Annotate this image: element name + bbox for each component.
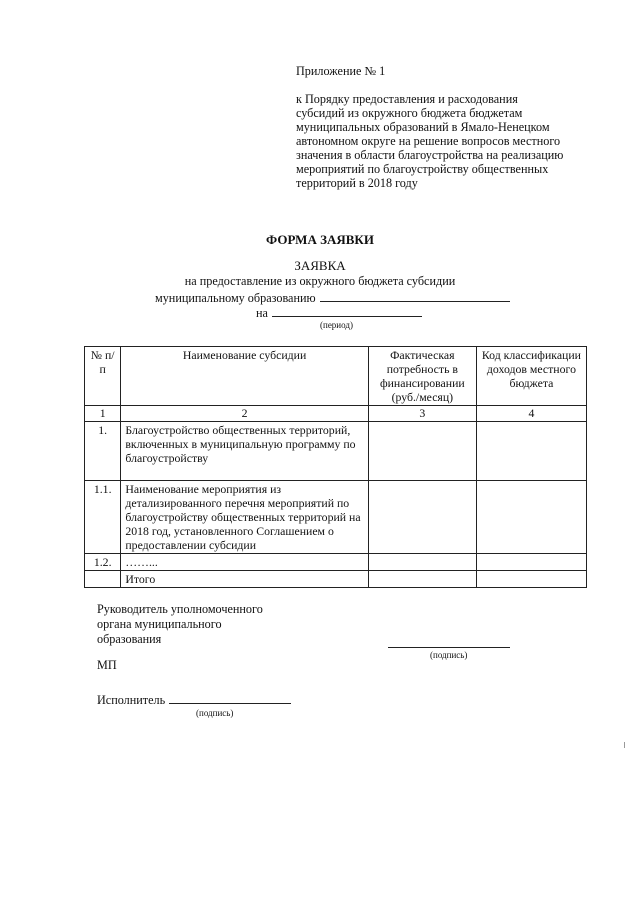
period-blank[interactable] — [272, 305, 422, 317]
appendix-line: территорий в 2018 году — [296, 176, 418, 190]
document-heading: ЗАЯВКА — [294, 258, 346, 273]
appendix-note — [296, 64, 596, 190]
row-number: 1.1. — [85, 481, 121, 554]
row-name: Благоустройство общественных территорий, включенных в муниципальную программу по благоустройству — [121, 422, 368, 481]
signatory-signature-blank[interactable] — [388, 637, 510, 648]
appendix-line: субсидий из окружного бюджета бюджетам — [296, 106, 523, 120]
signatory-line: органа муниципального — [97, 617, 222, 631]
form-title: ФОРМА ЗАЯВКИ — [266, 232, 374, 247]
total-financing-cell[interactable] — [368, 571, 476, 588]
header-subsidy-name: Наименование субсидии — [121, 347, 368, 406]
period-line — [256, 305, 422, 321]
executor-label: Исполнитель — [97, 693, 166, 707]
row-code-cell[interactable] — [476, 481, 586, 554]
row-financing-cell[interactable] — [368, 481, 476, 554]
row-code-cell[interactable] — [476, 554, 586, 571]
signatory-line: Руководитель уполномоченного — [97, 602, 263, 616]
executor-signature-caption: (подпись) — [196, 708, 234, 718]
table-row — [85, 422, 587, 481]
stamp-place-label: МП — [97, 658, 117, 672]
document-subtitle: на предоставление из окружного бюджета субсидии — [184, 274, 456, 288]
subsidy-table — [84, 346, 587, 588]
municipality-line — [155, 290, 510, 306]
executor-signature-blank[interactable] — [169, 692, 291, 704]
total-code-cell[interactable] — [476, 571, 586, 588]
row-name: Итого — [121, 571, 368, 588]
appendix-line: к Порядку предоставления и расходования — [296, 92, 518, 106]
table-header-row — [85, 347, 587, 406]
row-number — [85, 571, 121, 588]
row-number: 1. — [85, 422, 121, 481]
row-number: 1.2. — [85, 554, 121, 571]
table-column-numbers — [85, 406, 587, 422]
header-financing-need: Фактическая потребность в финансировании (руб./месяц) — [368, 347, 476, 406]
appendix-line: автономном округе на решение вопросов местного — [296, 134, 561, 148]
column-number: 4 — [476, 406, 586, 422]
appendix-line: значения в области благоустройства на реализацию — [296, 148, 564, 162]
signatory-signature-caption: (подпись) — [430, 650, 468, 660]
municipality-label: муниципальному образованию — [155, 291, 316, 305]
executor-line — [97, 692, 291, 708]
table-row-total — [85, 571, 587, 588]
column-number: 2 — [121, 406, 368, 422]
row-financing-cell[interactable] — [368, 422, 476, 481]
appendix-title: Приложение № 1 — [296, 64, 386, 78]
period-prefix: на — [256, 306, 268, 320]
signatory-line: образования — [97, 632, 162, 646]
row-financing-cell[interactable] — [368, 554, 476, 571]
table-row — [85, 554, 587, 571]
appendix-line: муниципальных образований в Ямало-Ненецком — [296, 120, 550, 134]
column-number: 3 — [368, 406, 476, 422]
municipality-blank[interactable] — [320, 290, 510, 302]
row-code-cell[interactable] — [476, 422, 586, 481]
scan-mark — [624, 742, 625, 748]
row-name: ……... — [121, 554, 368, 571]
table-row — [85, 481, 587, 554]
signatory-title — [97, 602, 297, 647]
row-name: Наименование мероприятия из детализированного перечня мероприятий по благоустройству общественных территорий на 2018 год, установленного Соглашением о предоставлении субсидии — [121, 481, 368, 554]
appendix-line: мероприятий по благоустройству общественных — [296, 162, 549, 176]
header-classification-code: Код классификации доходов местного бюджета — [476, 347, 586, 406]
column-number: 1 — [85, 406, 121, 422]
header-number: № п/п — [85, 347, 121, 406]
period-caption: (период) — [320, 320, 353, 330]
